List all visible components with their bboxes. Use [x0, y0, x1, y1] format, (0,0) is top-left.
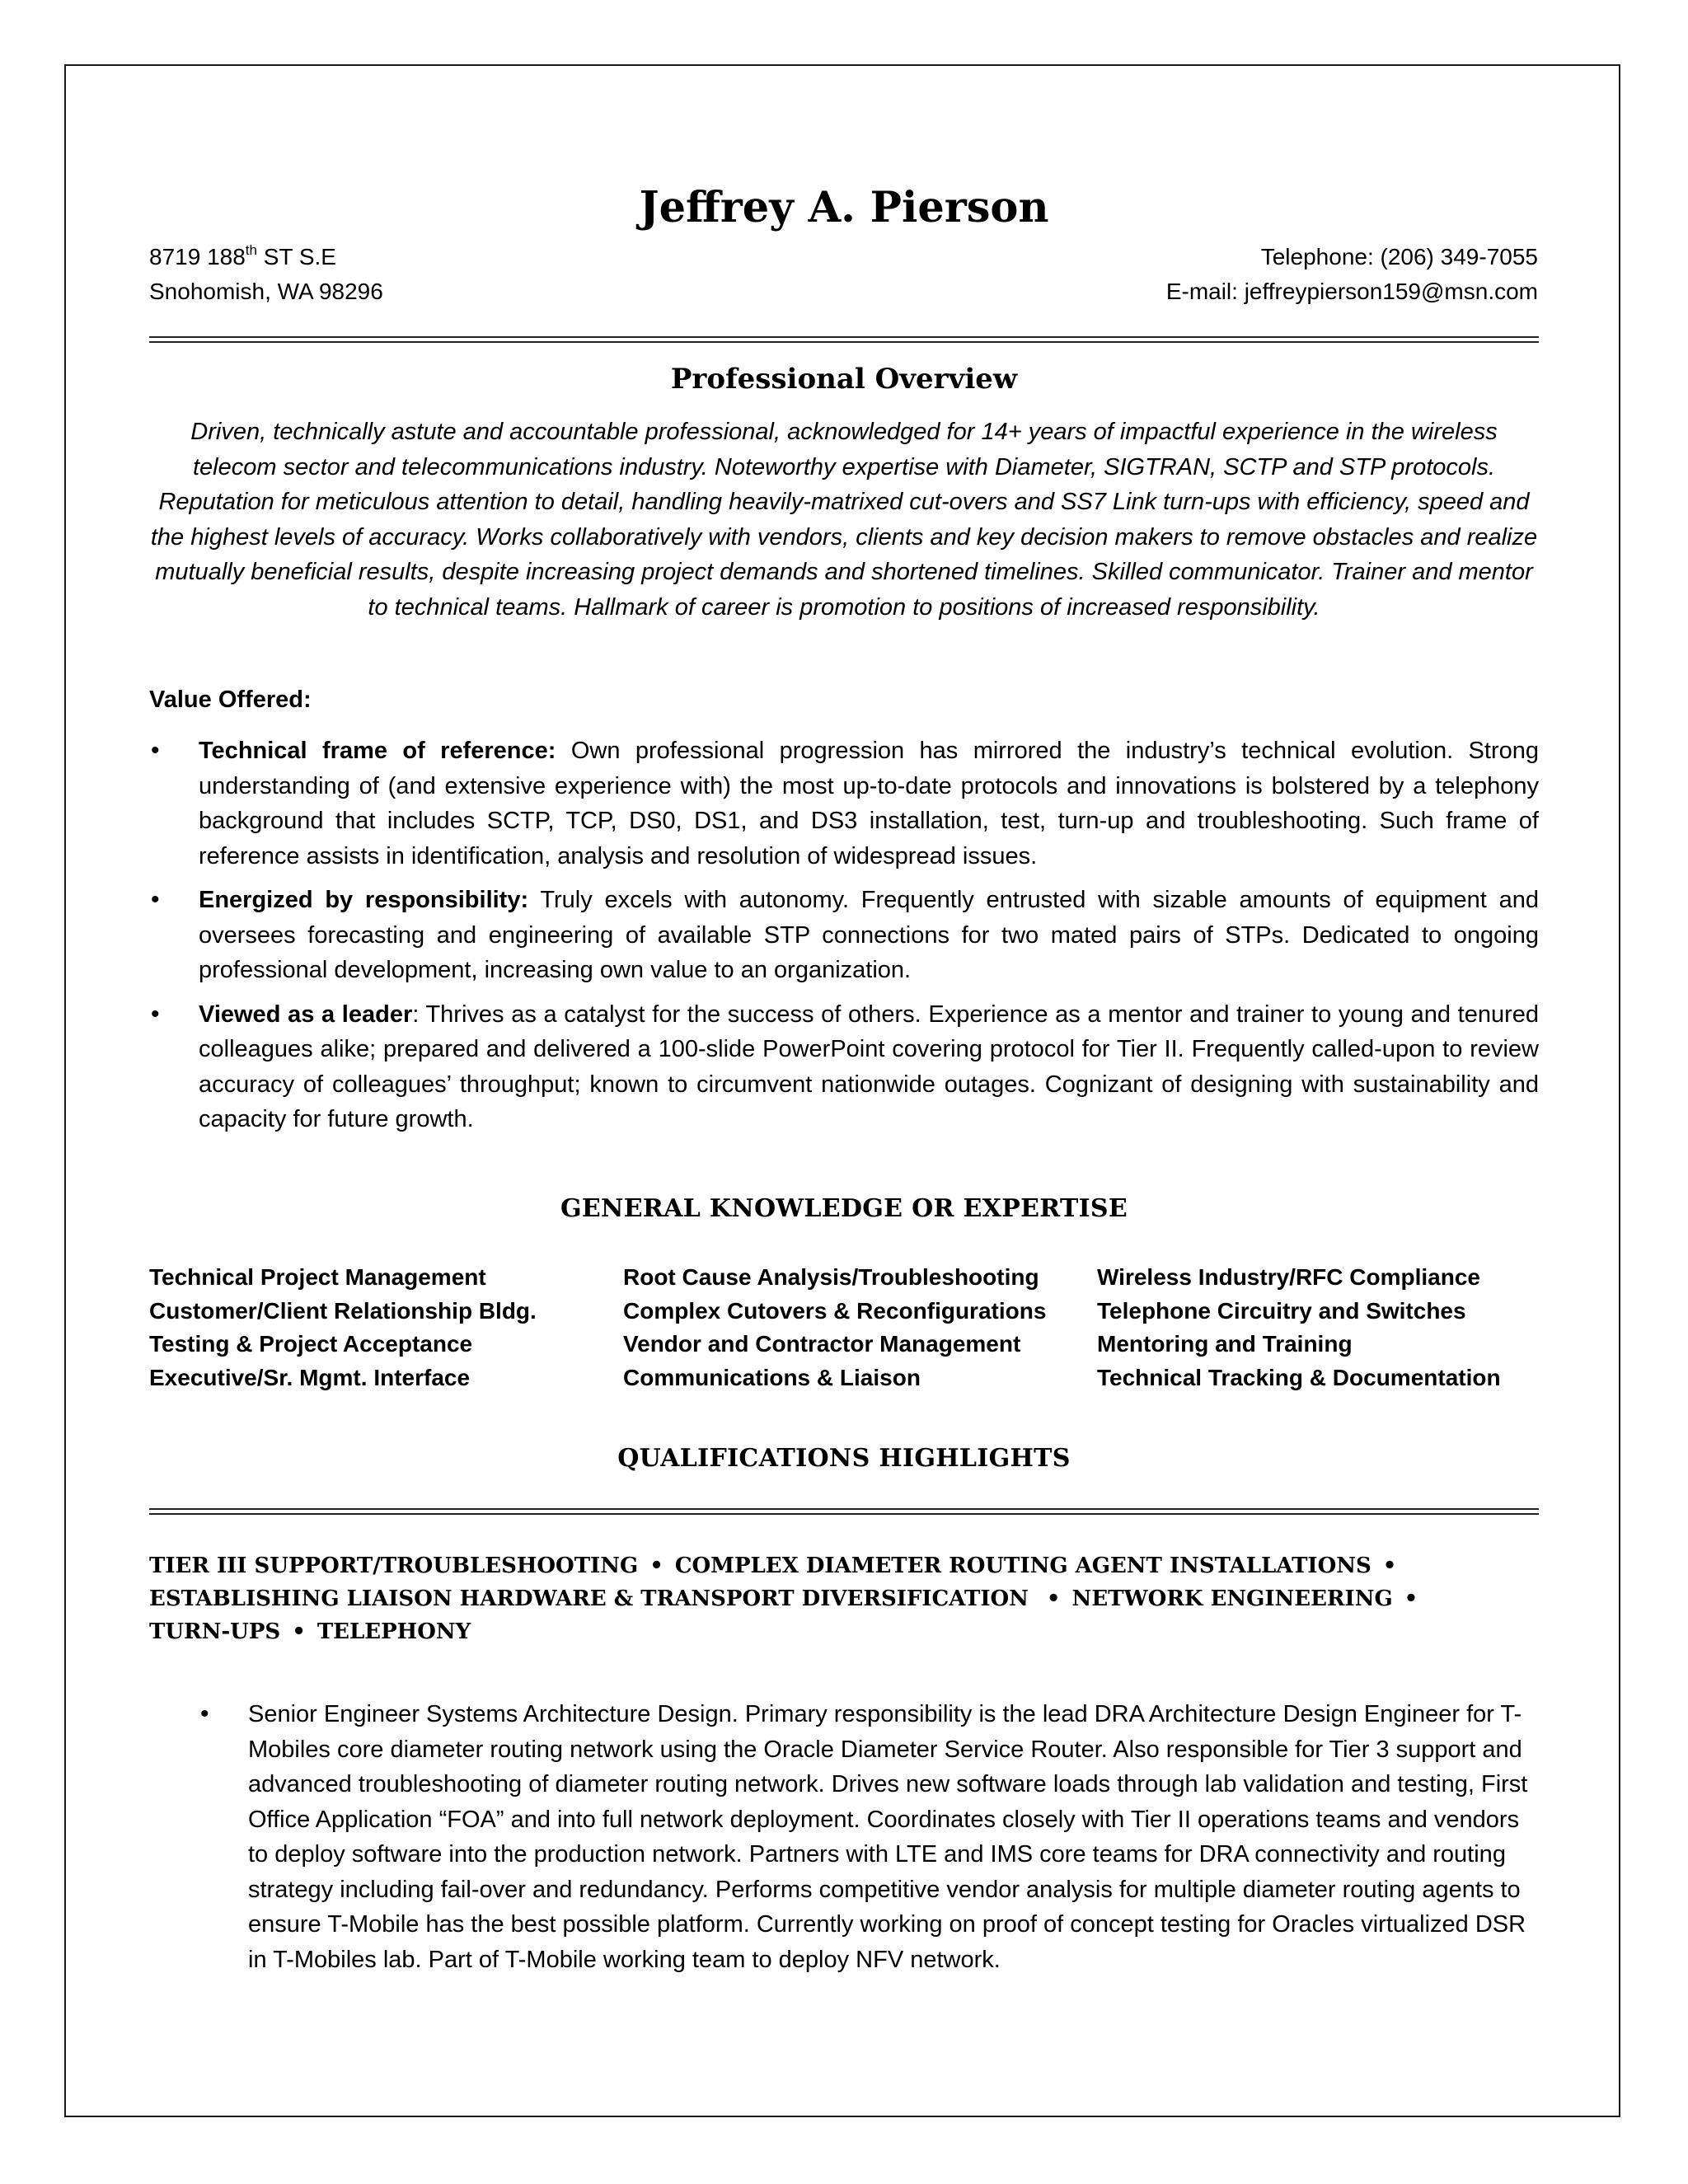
- highlight-item: COMPLEX DIAMETER ROUTING AGENT INSTALLATIONS: [674, 1554, 1372, 1578]
- expertise-column: [1097, 1261, 1550, 1394]
- email: E-mail: jeffreypierson159@msn.com: [1165, 279, 1538, 304]
- expertise-column: [623, 1261, 1097, 1394]
- expertise-column: [149, 1261, 623, 1394]
- separator-dot: •: [1404, 1586, 1418, 1611]
- expertise-item: Technical Project Management: [149, 1264, 486, 1290]
- expertise-title: GENERAL KNOWLEDGE OR EXPERTISE: [560, 1194, 1128, 1223]
- highlight-item: TURN-UPS: [149, 1619, 281, 1644]
- separator-dot: •: [292, 1619, 306, 1644]
- qualifications-divider: [149, 1508, 1539, 1515]
- separator-dot: •: [1046, 1586, 1061, 1611]
- qualification-highlights: [149, 1549, 1550, 1648]
- highlights-row: [149, 1615, 1550, 1648]
- experience-item: • Senior Engineer Systems Architecture Design. Primary responsibility is the lead DRA Architecture Design Engineer for T-Mobiles core diameter routing network using the Oracle Diameter Service Router. Also responsible for Tier 3 support and advanced troubleshooting of diameter routing network. Drives new software loads through lab validation and testing, First Office Application “FOA” and into full network deployment. Coordinates closely with Tier II operations teams and vendors to deploy software into the production network. Partners with LTE and IMS core teams for DRA connectivity and routing strategy including fail-over and redundancy. Performs competitive vendor analysis for multiple diameter routing agents to ensure T-Mobile has the best possible platform. Currently working on proof of concept testing for Oracles virtualized DSR in T-Mobiles lab. Part of T-Mobile working team to deploy NFV network.: [199, 1697, 1539, 1977]
- expertise-item: Root Cause Analysis/Troubleshooting: [623, 1264, 1039, 1290]
- expertise-grid: [149, 1261, 1550, 1394]
- overview-text: Driven, technically astute and accountable professional, acknowledged for 14+ years of impactful experience in the wireless telecom sector and telecommunications industry. Noteworthy expertise with Diameter, SIGTRAN, SCTP and STP protocols. Reputation for meticulous attention to detail, handling heavily-matrixed cut-overs and SS7 Link turn-ups with efficiency, speed and the highest levels of accuracy. Works collaboratively with vendors, clients and key decision makers to remove obstacles and realize mutually beneficial results, despite increasing project demands and shortened timelines. Skilled communicator. Trainer and mentor to technical teams. Hallmark of career is promotion to positions of increased responsibility.: [150, 419, 1538, 621]
- highlights-row: [149, 1549, 1550, 1582]
- value-item: • Viewed as a leader: Thrives as a catalyst for the success of others. Experience as a mentor and trainer to young and tenured colleagues alike; prepared and delivered a 100-slide PowerPoint covering protocol for Tier II. Frequently called-upon to review accuracy of colleagues’ throughput; known to circumvent nationwide outages. Cognizant of designing with sustainability and capacity for future growth.: [149, 997, 1539, 1137]
- header-divider: [149, 336, 1539, 343]
- expertise-item: Mentoring and Training: [1097, 1331, 1353, 1357]
- highlights-row: [149, 1582, 1550, 1615]
- separator-dot: •: [1382, 1554, 1397, 1578]
- overview-title: Professional Overview: [670, 363, 1018, 396]
- highlight-item: ESTABLISHING LIAISON HARDWARE & TRANSPORT DIVERSIFICATION: [149, 1586, 1029, 1611]
- expertise-item: Telephone Circuitry and Switches: [1097, 1297, 1466, 1324]
- address-line-1: 8719 188th ST S.E: [149, 242, 336, 269]
- contact-info: [1166, 240, 1538, 309]
- expertise-item: Executive/Sr. Mgmt. Interface: [149, 1364, 471, 1390]
- value-offered-list: [149, 733, 1539, 1146]
- expertise-item: Wireless Industry/RFC Compliance: [1097, 1264, 1480, 1290]
- qualifications-title: QUALIFICATIONS HIGHLIGHTS: [617, 1444, 1071, 1473]
- telephone: Telephone: (206) 349-7055: [1260, 244, 1538, 269]
- value-item: • Technical frame of reference: Own professional progression has mirrored the industry’s technical evolution. Strong understanding of (and extensive experience with) the most up-to-date protocols and innovations is bolstered by a telephony background that includes SCTP, TCP, DS0, DS1, and DS3 installation, test, turn-up and troubleshooting. Such frame of reference assists in identification, analysis and resolution of widespread issues.: [149, 733, 1539, 874]
- expertise-item: Testing & Project Acceptance: [149, 1331, 473, 1357]
- expertise-item: Customer/Client Relationship Bldg.: [149, 1297, 537, 1324]
- address-line-2: Snohomish, WA 98296: [149, 279, 383, 304]
- highlight-item: TIER III SUPPORT/TROUBLESHOOTING: [149, 1554, 639, 1578]
- expertise-item: Communications & Liaison: [623, 1364, 921, 1390]
- highlight-item: TELEPHONY: [316, 1619, 471, 1644]
- expertise-item: Technical Tracking & Documentation: [1097, 1364, 1501, 1390]
- value-offered-heading: Value Offered:: [149, 687, 312, 713]
- highlight-item: NETWORK ENGINEERING: [1071, 1586, 1393, 1611]
- expertise-item: Vendor and Contractor Management: [623, 1331, 1021, 1357]
- candidate-name: Jeffrey A. Pierson: [639, 183, 1049, 232]
- expertise-item: Complex Cutovers & Reconfigurations: [623, 1297, 1047, 1324]
- value-item: • Energized by responsibility: Truly excels with autonomy. Frequently entrusted with sizable amounts of equipment and oversees forecasting and engineering of available STP connections for two mated pairs of STPs. Dedicated to ongoing professional development, increasing own value to an organization.: [149, 883, 1539, 988]
- experience-list: [199, 1697, 1539, 1977]
- mailing-address: [149, 240, 383, 309]
- separator-dot: •: [649, 1554, 663, 1578]
